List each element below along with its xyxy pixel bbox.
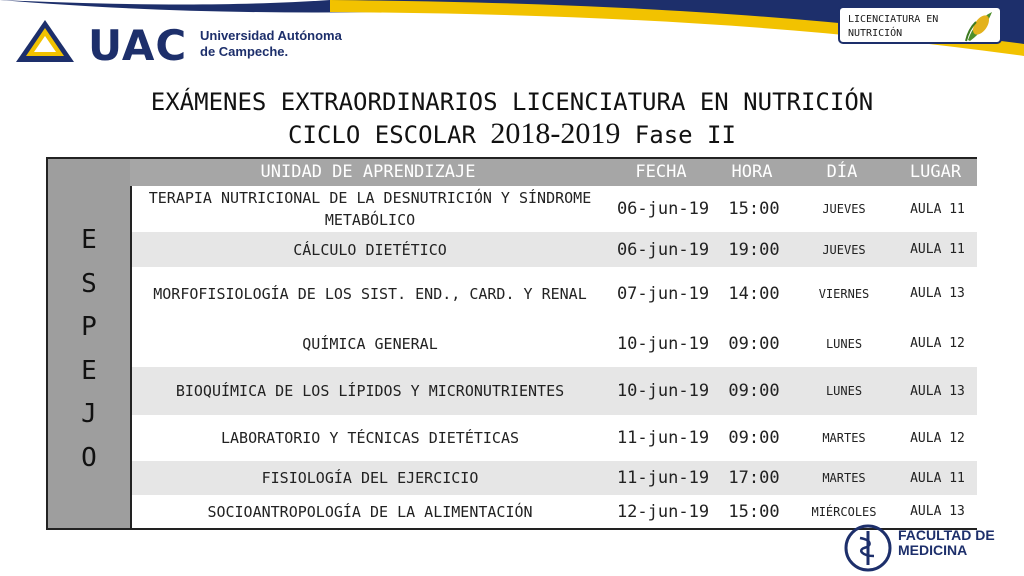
cell-hora: 09:00 [728, 428, 780, 448]
column-header-lugar: LUGAR [909, 162, 962, 182]
cell-fecha: 12-jun-19 [616, 501, 710, 522]
cell-lugar: AULA 11 [910, 242, 965, 257]
column-header-materia: UNIDAD DE APRENDIZAJE [260, 162, 476, 182]
cell-hora: 09:00 [728, 333, 780, 354]
university-name-line1: Universidad Autónoma [200, 28, 342, 43]
program-badge-line2: NUTRICIÓN [848, 28, 903, 39]
cell-lugar: AULA 13 [910, 383, 965, 399]
university-name-line2: de Campeche. [200, 44, 289, 59]
cell-dia: LUNES [825, 336, 863, 351]
modality-letter: J [81, 399, 97, 429]
cell-materia: BIOQUÍMICA DE LOS LÍPIDOS Y MICRONUTRIENTES [175, 382, 565, 400]
faculty-name [898, 528, 995, 558]
page-title [0, 86, 1024, 151]
cell-materia: FISIOLOGÍA DEL EJERCICIO [261, 469, 479, 487]
modality-letter: S [81, 268, 97, 299]
cell-fecha: 10-jun-19 [616, 333, 710, 354]
table-row [132, 461, 977, 495]
cell-materia: CÁLCULO DIETÉTICO [293, 240, 447, 259]
program-badge-line1: LICENCIATURA EN [848, 14, 939, 25]
title-line2 [0, 118, 1024, 151]
table-row [132, 267, 977, 320]
table-row [132, 232, 977, 267]
cell-fecha: 11-jun-19 [616, 428, 710, 448]
cell-materia: TERAPIA NUTRICIONAL DE LA DESNUTRICIÓN Y SÍNDROME METABÓLICO [148, 189, 592, 229]
cell-dia: MARTES [822, 431, 866, 445]
cell-materia: LABORATORIO Y TÉCNICAS DIETÉTICAS [220, 429, 519, 447]
program-badge [838, 6, 1002, 44]
exam-schedule-table [46, 157, 977, 530]
cell-materia: SOCIOANTROPOLOGÍA DE LA ALIMENTACIÓN [207, 502, 533, 521]
modality-letter: E [81, 355, 97, 386]
table-row [132, 415, 977, 461]
column-header-dia: DÍA [826, 162, 858, 182]
cell-dia: JUEVES [822, 242, 866, 257]
cell-dia: JUEVES [822, 202, 866, 216]
cell-materia: QUÍMICA GENERAL [302, 334, 438, 353]
cell-lugar: AULA 12 [910, 336, 965, 351]
university-name [200, 28, 342, 60]
faculty-of-medicine-logo [842, 522, 1012, 576]
cell-fecha: 11-jun-19 [616, 468, 710, 488]
cell-fecha: 07-jun-19 [616, 283, 710, 304]
cell-lugar: AULA 11 [910, 201, 965, 217]
uac-logo-letters: UAC [88, 21, 188, 70]
cell-dia: LUNES [825, 384, 863, 398]
cell-lugar: AULA 13 [910, 286, 965, 301]
cell-fecha: 10-jun-19 [616, 381, 710, 401]
title-cycle-label: CICLO ESCOLAR [288, 121, 476, 149]
cell-dia: MARTES [822, 471, 866, 485]
modality-letter: O [81, 442, 97, 473]
caduceus-icon [842, 522, 894, 574]
table-row [132, 186, 977, 232]
cell-dia: MIÉRCOLES [811, 504, 877, 519]
table-row [132, 367, 977, 415]
cell-lugar: AULA 11 [910, 470, 965, 486]
cell-fecha: 06-jun-19 [616, 239, 710, 260]
modality-letter: E [81, 225, 97, 255]
column-header-hora: HORA [731, 162, 773, 182]
column-header-fecha: FECHA [635, 162, 687, 182]
program-badge-label [848, 13, 968, 41]
modality-label [48, 219, 130, 480]
faculty-name-line1: FACULTAD DE [898, 527, 995, 543]
cell-lugar: AULA 12 [910, 430, 965, 446]
title-phase: Fase II [634, 121, 736, 149]
faculty-name-line2: MEDICINA [898, 542, 968, 558]
cell-lugar: AULA 13 [910, 504, 965, 519]
cell-hora: 09:00 [728, 381, 780, 401]
corn-icon [962, 10, 996, 42]
modality-column [48, 159, 130, 528]
cell-materia: MORFOFISIOLOGÍA DE LOS SIST. END., CARD. Y RENAL [153, 284, 587, 303]
table-body [130, 186, 977, 528]
cell-hora: 17:00 [728, 468, 780, 488]
title-line1: EXÁMENES EXTRAORDINARIOS LICENCIATURA EN NUTRICIÓN [150, 88, 874, 116]
modality-letter: P [81, 312, 97, 342]
cell-hora: 15:00 [728, 501, 780, 522]
table-header [130, 159, 977, 186]
cell-dia: VIERNES [818, 286, 870, 301]
cell-fecha: 06-jun-19 [616, 199, 710, 219]
cell-hora: 14:00 [728, 283, 780, 304]
cell-hora: 15:00 [728, 199, 780, 219]
cell-hora: 19:00 [728, 239, 780, 260]
uac-logo [12, 18, 372, 70]
uac-emblem-icon [12, 18, 82, 68]
title-cycle-year: 2018-2019 [490, 117, 621, 150]
table-row [132, 320, 977, 367]
